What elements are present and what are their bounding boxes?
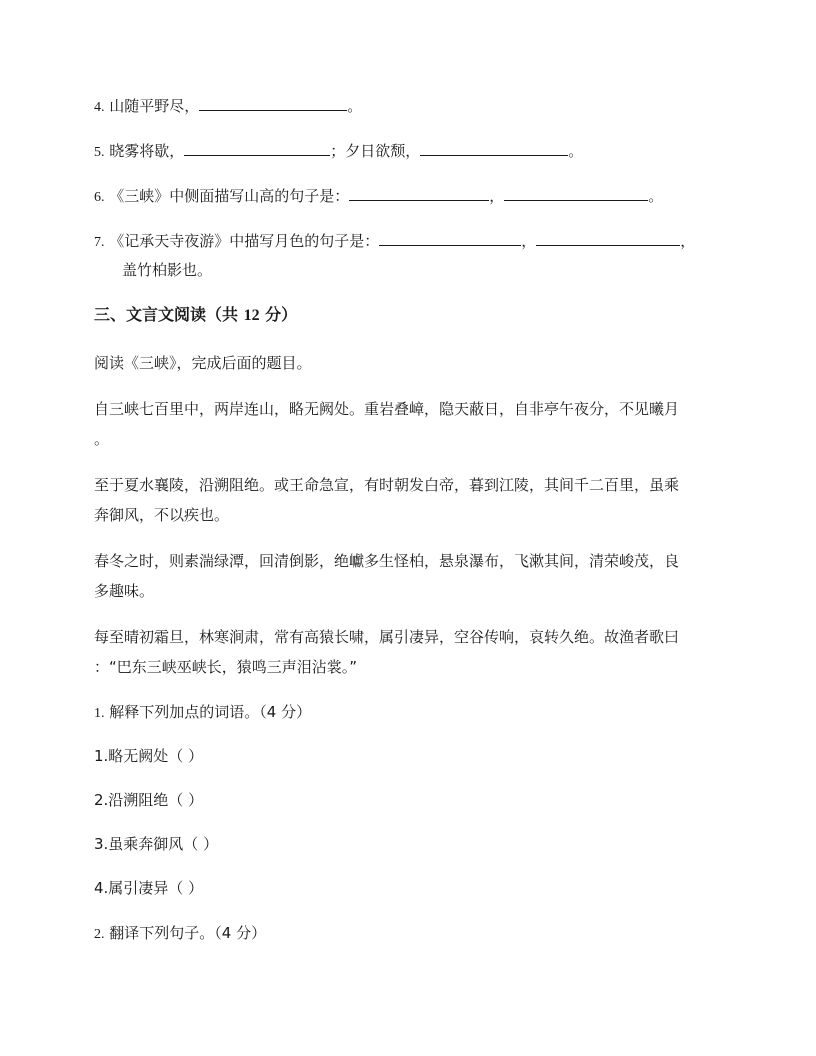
question-number: 7. bbox=[94, 235, 105, 250]
answer-blank[interactable] bbox=[199, 95, 347, 111]
question-7 bbox=[94, 230, 695, 253]
answer-blank[interactable] bbox=[536, 230, 680, 246]
section-title: 三、文言文阅读（共 bbox=[94, 305, 244, 324]
question-6 bbox=[94, 185, 663, 208]
question-text: 《三峡》中侧面描写山高的句子是： bbox=[104, 187, 350, 205]
sub-question-1 bbox=[94, 702, 311, 724]
answer-blank[interactable] bbox=[420, 140, 568, 156]
question-number: 1. bbox=[94, 706, 105, 721]
passage-line: 多趣味。 bbox=[94, 582, 155, 600]
question-7-continuation: 盖竹柏影也。 bbox=[122, 261, 213, 279]
vocab-item: 4.属引凄异（ ） bbox=[94, 879, 204, 897]
question-5 bbox=[94, 140, 583, 163]
passage-line: 自三峡七百里中，两岸连山，略无阙处。重岩叠嶂，隐天蔽日，自非亭午夜分，不见曦月 bbox=[94, 400, 680, 418]
punctuation: ， bbox=[489, 187, 505, 205]
answer-blank[interactable] bbox=[184, 140, 330, 156]
vocab-item: 2.沿溯阻绝（ ） bbox=[94, 791, 204, 809]
answer-blank[interactable] bbox=[349, 185, 489, 201]
punctuation: 。 bbox=[347, 97, 363, 115]
question-text: 山随平野尽， bbox=[104, 97, 200, 115]
punctuation: ， bbox=[521, 232, 537, 250]
question-number: 2. bbox=[94, 927, 105, 942]
section-score: 12 bbox=[243, 307, 260, 324]
passage-line: ：“巴东三峡巫峡长，猿鸣三声泪沾裳。” bbox=[94, 658, 358, 676]
vocab-item: 3.虽乘奔御风（ ） bbox=[94, 835, 219, 853]
question-text: 解释下列加点的词语。（4 分） bbox=[104, 703, 312, 721]
question-text: ；夕日欲颓， bbox=[330, 142, 421, 160]
question-text: 晓雾将歇， bbox=[104, 142, 185, 160]
section-title-tail: 分） bbox=[259, 305, 298, 324]
reading-instruction: 阅读《三峡》，完成后面的题目。 bbox=[94, 354, 312, 372]
vocab-item: 1.略无阙处（ ） bbox=[94, 747, 204, 765]
question-4 bbox=[94, 95, 362, 118]
question-text: 翻译下列句子。（4 分） bbox=[104, 924, 267, 942]
punctuation: ， bbox=[680, 232, 696, 250]
question-number: 6. bbox=[94, 190, 105, 205]
passage-line: 春冬之时，则素湍绿潭，回清倒影，绝巘多生怪柏，悬泉瀑布，飞漱其间，清荣峻茂，良 bbox=[94, 552, 680, 570]
punctuation: 。 bbox=[568, 142, 584, 160]
answer-blank[interactable] bbox=[504, 185, 648, 201]
passage-line: 奔御风，不以疾也。 bbox=[94, 506, 230, 524]
passage-line: 。 bbox=[94, 430, 110, 448]
question-text: 《记承天寺夜游》中描写月色的句子是： bbox=[104, 232, 380, 250]
question-number: 4. bbox=[94, 100, 105, 115]
question-number: 5. bbox=[94, 145, 105, 160]
passage-line: 每至晴初霜旦，林寒涧肃，常有高猿长啸，属引凄异，空谷传响，哀转久绝。故渔者歌曰 bbox=[94, 628, 680, 646]
sub-question-2 bbox=[94, 923, 266, 945]
punctuation: 。 bbox=[648, 187, 664, 205]
section-heading bbox=[94, 305, 297, 326]
passage-line: 至于夏水襄陵，沿溯阻绝。或王命急宣，有时朝发白帝，暮到江陵，其间千二百里，虽乘 bbox=[94, 476, 680, 494]
answer-blank[interactable] bbox=[379, 230, 521, 246]
